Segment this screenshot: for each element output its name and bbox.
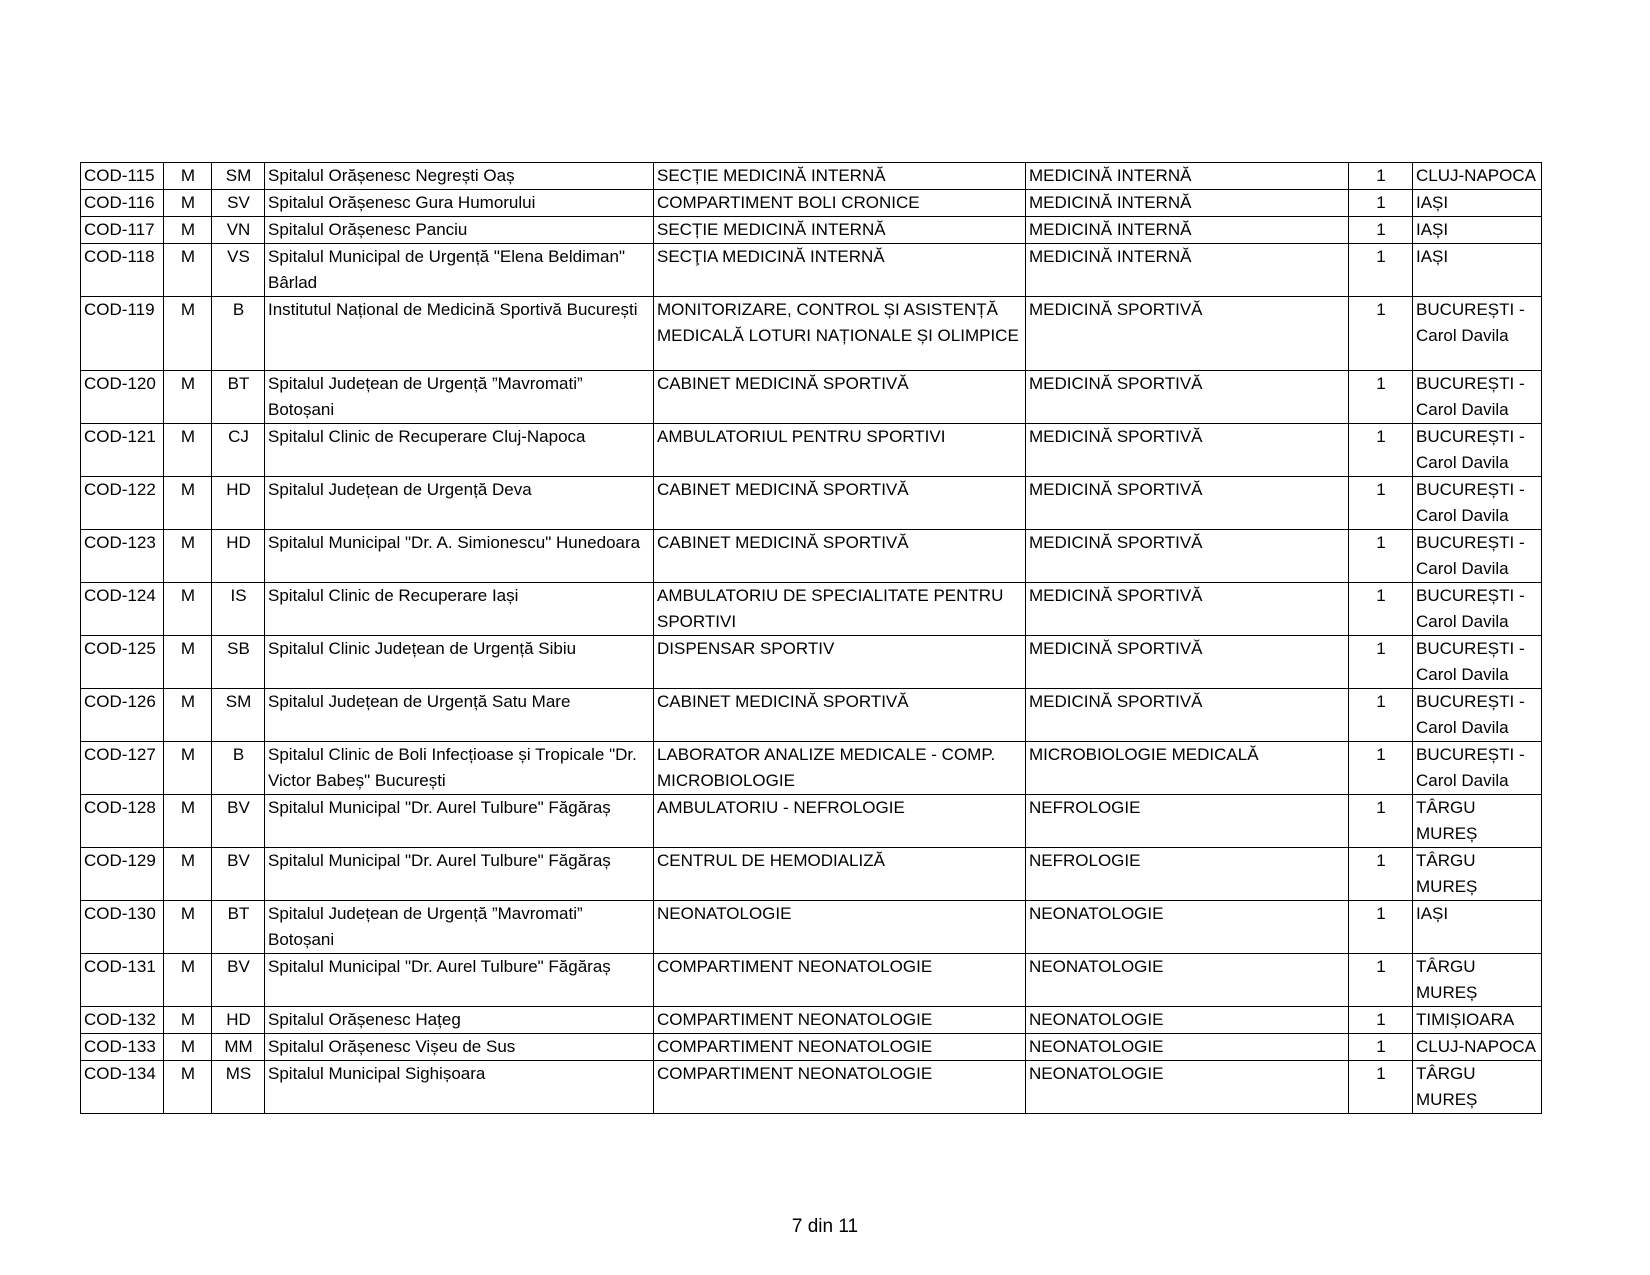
gender-cell: M xyxy=(164,636,212,689)
county-cell: SM xyxy=(212,689,265,742)
table-row xyxy=(81,1007,1542,1034)
specialty-cell: MEDICINĂ INTERNĂ xyxy=(1026,217,1349,244)
posts-cell: 1 xyxy=(1349,901,1413,954)
gender-cell: M xyxy=(164,297,212,371)
specialty-cell: NEFROLOGIE xyxy=(1026,795,1349,848)
code-cell: COD-130 xyxy=(81,901,164,954)
hospital-cell: Spitalul Orășenesc Vișeu de Sus xyxy=(265,1034,654,1061)
specialty-cell: MEDICINĂ SPORTIVĂ xyxy=(1026,371,1349,424)
posts-cell: 1 xyxy=(1349,689,1413,742)
hospital-cell: Spitalul Municipal "Dr. A. Simionescu" Hunedoara xyxy=(265,530,654,583)
specialty-cell: NEFROLOGIE xyxy=(1026,848,1349,901)
specialty-cell: MEDICINĂ SPORTIVĂ xyxy=(1026,297,1349,371)
specialty-cell: MICROBIOLOGIE MEDICALĂ xyxy=(1026,742,1349,795)
county-cell: SM xyxy=(212,163,265,190)
specialty-cell: MEDICINĂ SPORTIVĂ xyxy=(1026,583,1349,636)
gender-cell: M xyxy=(164,848,212,901)
specialty-cell: MEDICINĂ INTERNĂ xyxy=(1026,190,1349,217)
specialty-cell: NEONATOLOGIE xyxy=(1026,901,1349,954)
section-cell: AMBULATORIU DE SPECIALITATE PENTRU SPORTIVI xyxy=(654,583,1026,636)
table-row xyxy=(81,1061,1542,1114)
specialty-cell: NEONATOLOGIE xyxy=(1026,954,1349,1007)
gender-cell: M xyxy=(164,689,212,742)
county-cell: BT xyxy=(212,371,265,424)
code-cell: COD-116 xyxy=(81,190,164,217)
positions-table xyxy=(80,162,1542,1114)
table-row xyxy=(81,163,1542,190)
table-row xyxy=(81,297,1542,371)
section-cell: NEONATOLOGIE xyxy=(654,901,1026,954)
hospital-cell: Spitalul Municipal de Urgență "Elena Beldiman" Bârlad xyxy=(265,244,654,297)
code-cell: COD-132 xyxy=(81,1007,164,1034)
table-row xyxy=(81,244,1542,297)
hospital-cell: Spitalul Municipal "Dr. Aurel Tulbure" Făgăraș xyxy=(265,848,654,901)
posts-cell: 1 xyxy=(1349,742,1413,795)
gender-cell: M xyxy=(164,424,212,477)
center-cell: BUCUREȘTI - Carol Davila xyxy=(1413,636,1542,689)
gender-cell: M xyxy=(164,1034,212,1061)
code-cell: COD-119 xyxy=(81,297,164,371)
county-cell: HD xyxy=(212,1007,265,1034)
page-number: 7 din 11 xyxy=(791,1216,859,1237)
section-cell: DISPENSAR SPORTIV xyxy=(654,636,1026,689)
posts-cell: 1 xyxy=(1349,190,1413,217)
posts-cell: 1 xyxy=(1349,371,1413,424)
posts-cell: 1 xyxy=(1349,636,1413,689)
code-cell: COD-117 xyxy=(81,217,164,244)
table-body xyxy=(81,163,1542,1114)
section-cell: COMPARTIMENT NEONATOLOGIE xyxy=(654,1007,1026,1034)
table-row xyxy=(81,424,1542,477)
posts-cell: 1 xyxy=(1349,795,1413,848)
center-cell: BUCUREȘTI - Carol Davila xyxy=(1413,477,1542,530)
section-cell: COMPARTIMENT NEONATOLOGIE xyxy=(654,1061,1026,1114)
section-cell: AMBULATORIUL PENTRU SPORTIVI xyxy=(654,424,1026,477)
code-cell: COD-120 xyxy=(81,371,164,424)
county-cell: HD xyxy=(212,477,265,530)
hospital-cell: Spitalul Clinic de Recuperare Cluj-Napoca xyxy=(265,424,654,477)
code-cell: COD-126 xyxy=(81,689,164,742)
county-cell: IS xyxy=(212,583,265,636)
section-cell: MONITORIZARE, CONTROL ȘI ASISTENȚĂ MEDICALĂ LOTURI NAȚIONALE ȘI OLIMPICE xyxy=(654,297,1026,371)
county-cell: B xyxy=(212,742,265,795)
center-cell: BUCUREȘTI - Carol Davila xyxy=(1413,689,1542,742)
gender-cell: M xyxy=(164,795,212,848)
gender-cell: M xyxy=(164,1007,212,1034)
hospital-cell: Spitalul Orășenesc Hațeg xyxy=(265,1007,654,1034)
hospital-cell: Spitalul Orășenesc Gura Humorului xyxy=(265,190,654,217)
hospital-cell: Spitalul Județean de Urgență ”Mavromati” Botoșani xyxy=(265,371,654,424)
county-cell: B xyxy=(212,297,265,371)
county-cell: CJ xyxy=(212,424,265,477)
posts-cell: 1 xyxy=(1349,217,1413,244)
code-cell: COD-133 xyxy=(81,1034,164,1061)
specialty-cell: MEDICINĂ SPORTIVĂ xyxy=(1026,477,1349,530)
center-cell: TÂRGU MUREȘ xyxy=(1413,795,1542,848)
specialty-cell: MEDICINĂ INTERNĂ xyxy=(1026,244,1349,297)
posts-cell: 1 xyxy=(1349,583,1413,636)
center-cell: CLUJ-NAPOCA xyxy=(1413,1034,1542,1061)
specialty-cell: MEDICINĂ SPORTIVĂ xyxy=(1026,424,1349,477)
gender-cell: M xyxy=(164,583,212,636)
gender-cell: M xyxy=(164,244,212,297)
code-cell: COD-115 xyxy=(81,163,164,190)
center-cell: BUCUREȘTI - Carol Davila xyxy=(1413,371,1542,424)
gender-cell: M xyxy=(164,371,212,424)
posts-cell: 1 xyxy=(1349,163,1413,190)
table-row xyxy=(81,742,1542,795)
hospital-cell: Spitalul Orășenesc Negrești Oaș xyxy=(265,163,654,190)
section-cell: CENTRUL DE HEMODIALIZĂ xyxy=(654,848,1026,901)
section-cell: CABINET MEDICINĂ SPORTIVĂ xyxy=(654,477,1026,530)
code-cell: COD-127 xyxy=(81,742,164,795)
posts-cell: 1 xyxy=(1349,954,1413,1007)
section-cell: AMBULATORIU - NEFROLOGIE xyxy=(654,795,1026,848)
specialty-cell: MEDICINĂ SPORTIVĂ xyxy=(1026,689,1349,742)
county-cell: MM xyxy=(212,1034,265,1061)
center-cell: TÂRGU MUREȘ xyxy=(1413,848,1542,901)
table-row xyxy=(81,795,1542,848)
hospital-cell: Spitalul Clinic de Recuperare Iași xyxy=(265,583,654,636)
specialty-cell: MEDICINĂ INTERNĂ xyxy=(1026,163,1349,190)
section-cell: CABINET MEDICINĂ SPORTIVĂ xyxy=(654,371,1026,424)
center-cell: IAȘI xyxy=(1413,244,1542,297)
code-cell: COD-124 xyxy=(81,583,164,636)
table-row xyxy=(81,477,1542,530)
center-cell: BUCUREȘTI - Carol Davila xyxy=(1413,583,1542,636)
section-cell: COMPARTIMENT BOLI CRONICE xyxy=(654,190,1026,217)
posts-cell: 1 xyxy=(1349,477,1413,530)
center-cell: IAȘI xyxy=(1413,217,1542,244)
code-cell: COD-118 xyxy=(81,244,164,297)
gender-cell: M xyxy=(164,190,212,217)
section-cell: SECŢIA MEDICINĂ INTERNĂ xyxy=(654,244,1026,297)
center-cell: CLUJ-NAPOCA xyxy=(1413,163,1542,190)
posts-cell: 1 xyxy=(1349,1034,1413,1061)
posts-cell: 1 xyxy=(1349,1061,1413,1114)
code-cell: COD-128 xyxy=(81,795,164,848)
county-cell: BV xyxy=(212,795,265,848)
hospital-cell: Spitalul Municipal "Dr. Aurel Tulbure" Făgăraș xyxy=(265,795,654,848)
gender-cell: M xyxy=(164,477,212,530)
posts-cell: 1 xyxy=(1349,848,1413,901)
specialty-cell: NEONATOLOGIE xyxy=(1026,1034,1349,1061)
county-cell: HD xyxy=(212,530,265,583)
county-cell: VS xyxy=(212,244,265,297)
center-cell: TÂRGU MUREȘ xyxy=(1413,954,1542,1007)
section-cell: LABORATOR ANALIZE MEDICALE - COMP. MICROBIOLOGIE xyxy=(654,742,1026,795)
code-cell: COD-134 xyxy=(81,1061,164,1114)
gender-cell: M xyxy=(164,742,212,795)
table-row xyxy=(81,190,1542,217)
table-row xyxy=(81,530,1542,583)
hospital-cell: Spitalul Județean de Urgență ”Mavromati” Botoșani xyxy=(265,901,654,954)
center-cell: BUCUREȘTI - Carol Davila xyxy=(1413,424,1542,477)
hospital-cell: Spitalul Județean de Urgență Deva xyxy=(265,477,654,530)
section-cell: CABINET MEDICINĂ SPORTIVĂ xyxy=(654,530,1026,583)
section-cell: SECȚIE MEDICINĂ INTERNĂ xyxy=(654,217,1026,244)
hospital-cell: Spitalul Municipal "Dr. Aurel Tulbure" Făgăraș xyxy=(265,954,654,1007)
hospital-cell: Spitalul Clinic Județean de Urgență Sibiu xyxy=(265,636,654,689)
gender-cell: M xyxy=(164,217,212,244)
county-cell: MS xyxy=(212,1061,265,1114)
posts-cell: 1 xyxy=(1349,424,1413,477)
center-cell: BUCUREȘTI - Carol Davila xyxy=(1413,742,1542,795)
gender-cell: M xyxy=(164,954,212,1007)
center-cell: TÂRGU MUREȘ xyxy=(1413,1061,1542,1114)
section-cell: CABINET MEDICINĂ SPORTIVĂ xyxy=(654,689,1026,742)
section-cell: COMPARTIMENT NEONATOLOGIE xyxy=(654,954,1026,1007)
table-row xyxy=(81,848,1542,901)
table-row xyxy=(81,583,1542,636)
code-cell: COD-122 xyxy=(81,477,164,530)
table-row xyxy=(81,689,1542,742)
hospital-cell: Institutul Național de Medicină Sportivă București xyxy=(265,297,654,371)
posts-cell: 1 xyxy=(1349,530,1413,583)
table-row xyxy=(81,954,1542,1007)
county-cell: SB xyxy=(212,636,265,689)
gender-cell: M xyxy=(164,1061,212,1114)
center-cell: IAȘI xyxy=(1413,901,1542,954)
center-cell: TIMIȘIOARA xyxy=(1413,1007,1542,1034)
table-row xyxy=(81,1034,1542,1061)
hospital-cell: Spitalul Orășenesc Panciu xyxy=(265,217,654,244)
county-cell: SV xyxy=(212,190,265,217)
gender-cell: M xyxy=(164,901,212,954)
gender-cell: M xyxy=(164,163,212,190)
county-cell: VN xyxy=(212,217,265,244)
hospital-cell: Spitalul Municipal Sighișoara xyxy=(265,1061,654,1114)
center-cell: IAȘI xyxy=(1413,190,1542,217)
table-row xyxy=(81,901,1542,954)
table-row xyxy=(81,217,1542,244)
hospital-cell: Spitalul Clinic de Boli Infecțioase și Tropicale "Dr. Victor Babeș" București xyxy=(265,742,654,795)
code-cell: COD-125 xyxy=(81,636,164,689)
code-cell: COD-131 xyxy=(81,954,164,1007)
gender-cell: M xyxy=(164,530,212,583)
section-cell: COMPARTIMENT NEONATOLOGIE xyxy=(654,1034,1026,1061)
county-cell: BT xyxy=(212,901,265,954)
table-row xyxy=(81,636,1542,689)
county-cell: BV xyxy=(212,954,265,1007)
center-cell: BUCUREȘTI - Carol Davila xyxy=(1413,297,1542,371)
county-cell: BV xyxy=(212,848,265,901)
specialty-cell: NEONATOLOGIE xyxy=(1026,1007,1349,1034)
specialty-cell: MEDICINĂ SPORTIVĂ xyxy=(1026,636,1349,689)
hospital-cell: Spitalul Județean de Urgență Satu Mare xyxy=(265,689,654,742)
specialty-cell: MEDICINĂ SPORTIVĂ xyxy=(1026,530,1349,583)
posts-cell: 1 xyxy=(1349,1007,1413,1034)
specialty-cell: NEONATOLOGIE xyxy=(1026,1061,1349,1114)
center-cell: BUCUREȘTI - Carol Davila xyxy=(1413,530,1542,583)
section-cell: SECȚIE MEDICINĂ INTERNĂ xyxy=(654,163,1026,190)
posts-cell: 1 xyxy=(1349,244,1413,297)
code-cell: COD-123 xyxy=(81,530,164,583)
table-row xyxy=(81,371,1542,424)
code-cell: COD-129 xyxy=(81,848,164,901)
posts-cell: 1 xyxy=(1349,297,1413,371)
code-cell: COD-121 xyxy=(81,424,164,477)
